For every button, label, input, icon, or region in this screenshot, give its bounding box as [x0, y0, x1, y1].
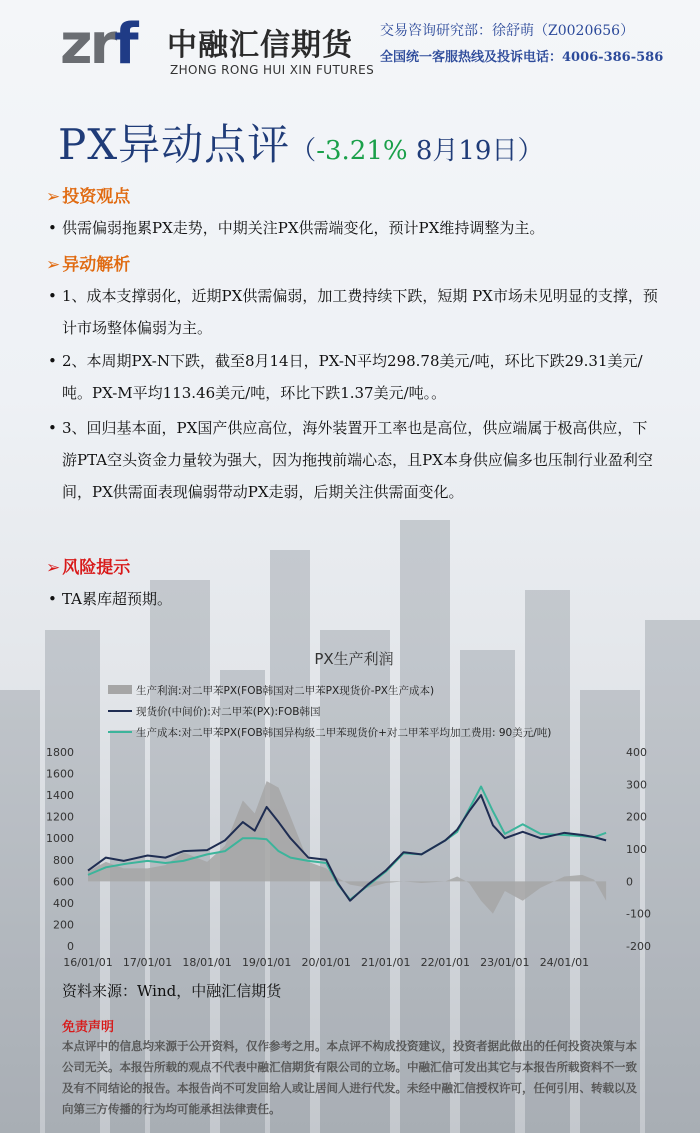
y-tick-left: 1000: [46, 832, 74, 846]
x-tick-label: 19/01/01: [241, 956, 292, 969]
chart-legend: [108, 684, 551, 739]
x-tick-label: 23/01/01: [480, 956, 530, 969]
arrow-icon: ➢: [46, 255, 61, 275]
y-tick-right: 100: [626, 843, 647, 856]
hotline-info: 全国统一客服热线及投诉电话：4006-386-586: [380, 50, 664, 65]
company-name-cn: 中融汇信期货: [167, 28, 353, 63]
y-tick-left: 1200: [46, 810, 74, 824]
y-tick-left: 0: [67, 940, 74, 953]
y-tick-left: 400: [53, 896, 74, 910]
bullet-icon: •: [48, 219, 57, 237]
analysis-item-2: • 2、本周期PX-N下跌，截至8月14日，PX-N平均298.78美元/吨，环比下跌29.31美元/吨。PX-M平均113.46美元/吨，环比下跌1.37美元/吨。。: [48, 345, 658, 409]
company-name-en: ZHONG RONG HUI XIN FUTURES: [170, 63, 375, 77]
chart-title: PX生产利润: [314, 650, 394, 668]
x-tick-label: 16/01/01: [63, 956, 113, 969]
disclaimer-title: 免责声明: [62, 1020, 115, 1035]
title-date: 8月19日）: [407, 136, 544, 166]
section-heading-view: ➢ 投资观点: [46, 187, 131, 207]
analysis-item-3: • 3、回归基本面，PX国产供应高位，海外装置开工率也是高位，供应端属于极高供应，下游PTA空头资金力量较为强大，因为拖拽前端心态，且PX本身供应偏多也压制行业盈利空间，PX供需面表现偏弱带动PX走弱，后期关注供需面变化。: [48, 412, 658, 508]
y-tick-left: 1600: [46, 767, 74, 781]
y-tick-right: -100: [626, 907, 651, 921]
bullet-icon: •: [48, 590, 57, 608]
title-open-paren: （: [290, 136, 317, 166]
x-tick-label: 21/01/01: [361, 956, 411, 969]
arrow-icon: ➢: [46, 558, 61, 578]
y-tick-left: 600: [53, 875, 74, 889]
legend-label: 生产成本:对二甲苯PX(FOB韩国异构级二甲苯现货价+对二甲苯平均加工费用: 90美元/吨): [136, 727, 552, 739]
y-tick-right: 300: [626, 778, 647, 792]
series-area-profit: [88, 781, 606, 914]
section-heading-analysis: ➢ 异动解析: [46, 255, 131, 275]
y-tick-left: 200: [53, 918, 74, 932]
title-change-percent: -3.21%: [316, 136, 408, 166]
disclaimer-body: 本点评中的信息均来源于公开资料，仅作参考之用。本点评不构成投资建议，投资者据此做出的任何投资决策与本公司无关。本报告所载的观点不代表中融汇信期货有限公司的立场。中融汇信可发出其它与本报告所载资料不一致及有不同结论的报告。本报告尚不可发回给人或让居间人进行代发。未经中融汇信授权许可，任何引用、转载以及向第三方传播的行为均可能承担法律责任。: [62, 1039, 637, 1116]
legend-label: 生产利润:对二甲苯PX(FOB韩国对二甲苯PX现货价-PX生产成本): [136, 685, 435, 697]
risk-item: • TA累库超预期。: [48, 583, 658, 615]
x-tick-label: 22/01/01: [420, 956, 471, 969]
page-title: [58, 112, 678, 168]
y-tick-right: 400: [626, 746, 647, 759]
company-logo: zrf: [60, 12, 136, 77]
y-tick-left: 1400: [46, 789, 74, 803]
x-tick-label: 20/01/01: [301, 956, 351, 969]
view-item: • 供需偏弱拖累PX走势，中期关注PX供需端变化，预计PX维持调整为主。: [48, 212, 658, 244]
bullet-icon: •: [48, 287, 57, 305]
analyst-info: 交易咨询研究部：徐舒萌（Z0020656）: [380, 23, 635, 39]
header: [0, 0, 700, 86]
y-tick-right: 200: [626, 810, 647, 824]
bullet-icon: •: [48, 352, 57, 370]
data-source: 资料来源：Wind，中融汇信期货: [62, 982, 282, 1000]
legend-swatch-profit: [108, 685, 132, 694]
x-tick-label: 18/01/01: [182, 956, 232, 969]
px-profit-chart: [40, 640, 680, 970]
y-tick-right: -200: [626, 940, 651, 953]
bullet-icon: •: [48, 419, 57, 437]
legend-label: 现货价(中间价):对二甲苯(PX):FOB韩国: [136, 706, 321, 718]
x-tick-label: 17/01/01: [122, 956, 173, 969]
chart-plot-area: [88, 781, 606, 914]
section-heading-risk: ➢ 风险提示: [46, 558, 131, 578]
y-tick-left: 1800: [46, 746, 74, 759]
analysis-item-1: • 1、成本支撑弱化，近期PX供需偏弱，加工费持续下跌，短期 PX市场未见明显的支撑，预计市场整体偏弱为主。: [48, 280, 658, 344]
y-tick-left: 800: [53, 853, 74, 867]
title-main: PX异动点评: [58, 120, 291, 169]
arrow-icon: ➢: [46, 187, 61, 207]
y-tick-right: 0: [626, 875, 633, 889]
x-tick-label: 24/01/01: [539, 956, 590, 969]
